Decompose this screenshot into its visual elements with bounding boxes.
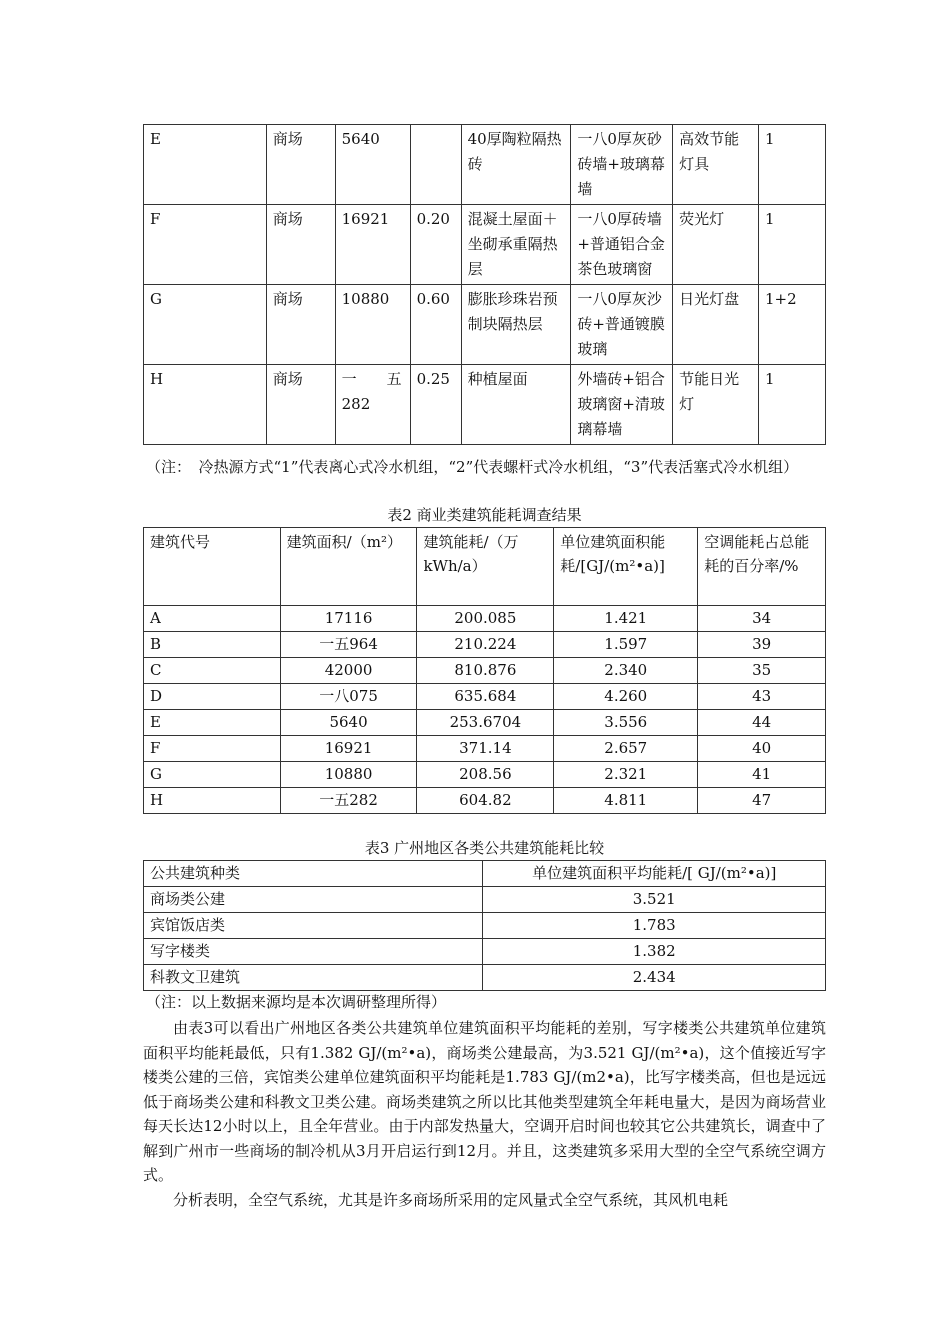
table-cell: 5640	[280, 710, 417, 736]
cell-roof: 40厚陶粒隔热砖	[461, 125, 571, 205]
table-cell: 371.14	[417, 736, 554, 762]
cell-source: 1	[759, 365, 826, 445]
table-cell: 1.597	[554, 632, 698, 658]
cell-code: F	[144, 205, 267, 285]
table-row	[144, 606, 826, 632]
table-cell: D	[144, 684, 281, 710]
table-cell: 16921	[280, 736, 417, 762]
column-header: 建筑面积/（m²）	[280, 528, 417, 606]
table-cell: 3.556	[554, 710, 698, 736]
table-cell: H	[144, 788, 281, 814]
table-row	[144, 965, 826, 991]
cell-code: H	[144, 365, 267, 445]
cell-coef	[410, 125, 461, 205]
table-cell: 253.6704	[417, 710, 554, 736]
table-cell: B	[144, 632, 281, 658]
table-row	[144, 887, 826, 913]
table-cell: 4.260	[554, 684, 698, 710]
table-cell: 42000	[280, 658, 417, 684]
column-header: 建筑能耗/（万kWh/a）	[417, 528, 554, 606]
table-cell: 635.684	[417, 684, 554, 710]
table-cell: 43	[698, 684, 826, 710]
cell-area: 5640	[335, 125, 410, 205]
table2-body	[144, 528, 826, 814]
table-cell: 44	[698, 710, 826, 736]
energy-survey-table	[143, 527, 826, 814]
table1-note: （注： 冷热源方式“1”代表离心式冷水机组，“2”代表螺杆式冷水机组，“3”代表活塞式冷水机组）	[146, 458, 799, 476]
column-header: 单位建筑面积平均能耗/[ GJ/(m²•a)]	[483, 861, 826, 887]
table-cell: 17116	[280, 606, 417, 632]
cell-wall: 一八0厚砖墙+普通铝合金茶色玻璃窗	[571, 205, 673, 285]
table-row	[144, 285, 826, 365]
table-row	[144, 684, 826, 710]
table-row	[144, 762, 826, 788]
cell-area: 一 五282	[335, 365, 410, 445]
cell-source: 1	[759, 205, 826, 285]
cell-lighting: 高效节能灯具	[673, 125, 759, 205]
table-cell: 10880	[280, 762, 417, 788]
cell-coef: 0.20	[410, 205, 461, 285]
table-cell: 1.783	[483, 913, 826, 939]
table-cell: 宾馆饭店类	[144, 913, 483, 939]
table-row	[144, 736, 826, 762]
cell-code: G	[144, 285, 267, 365]
table3-body	[144, 861, 826, 991]
cell-lighting: 节能日光灯	[673, 365, 759, 445]
column-header: 单位建筑面积能耗/[GJ/(m²•a)]	[554, 528, 698, 606]
table-cell: 商场类公建	[144, 887, 483, 913]
table-cell: 2.657	[554, 736, 698, 762]
table-row	[144, 632, 826, 658]
table-cell: 一八075	[280, 684, 417, 710]
table-cell: 41	[698, 762, 826, 788]
table-header-row	[144, 861, 826, 887]
column-header: 空调能耗占总能耗的百分率/%	[698, 528, 826, 606]
table-cell: 810.876	[417, 658, 554, 684]
table-row	[144, 205, 826, 285]
table-cell: E	[144, 710, 281, 736]
table2-caption: 表2 商业类建筑能耗调查结果	[387, 506, 582, 524]
column-header: 公共建筑种类	[144, 861, 483, 887]
table-cell: 科教文卫建筑	[144, 965, 483, 991]
cell-roof: 膨胀珍珠岩预制块隔热层	[461, 285, 571, 365]
table-row	[144, 913, 826, 939]
table-cell: 210.224	[417, 632, 554, 658]
cell-wall: 一八0厚灰砂砖墙+玻璃幕墙	[571, 125, 673, 205]
cell-lighting: 日光灯盘	[673, 285, 759, 365]
table-cell: 2.340	[554, 658, 698, 684]
table-row	[144, 658, 826, 684]
building-survey-table	[143, 124, 826, 445]
cell-lighting: 荧光灯	[673, 205, 759, 285]
cell-roof: 种植屋面	[461, 365, 571, 445]
table-row	[144, 788, 826, 814]
body-paragraph-2: 分析表明，全空气系统，尤其是许多商场所采用的定风量式全空气系统，其风机电耗	[173, 1191, 729, 1209]
table-cell: 34	[698, 606, 826, 632]
table-cell: 35	[698, 658, 826, 684]
table-cell: 40	[698, 736, 826, 762]
table-cell: 1.421	[554, 606, 698, 632]
table-cell: 4.811	[554, 788, 698, 814]
table-cell: 写字楼类	[144, 939, 483, 965]
column-header: 建筑代号	[144, 528, 281, 606]
cell-type: 商场	[266, 125, 335, 205]
table-cell: F	[144, 736, 281, 762]
table3-caption: 表3 广州地区各类公共建筑能耗比较	[364, 839, 605, 857]
cell-coef: 0.60	[410, 285, 461, 365]
table-cell: 604.82	[417, 788, 554, 814]
table-cell: C	[144, 658, 281, 684]
cell-area: 10880	[335, 285, 410, 365]
cell-area: 16921	[335, 205, 410, 285]
table-cell: 3.521	[483, 887, 826, 913]
cell-wall: 外墙砖+铝合玻璃窗+清玻璃幕墙	[571, 365, 673, 445]
table-cell: 47	[698, 788, 826, 814]
table-cell: G	[144, 762, 281, 788]
table-cell: 2.434	[483, 965, 826, 991]
table-row	[144, 939, 826, 965]
table-row	[144, 710, 826, 736]
table-cell: 39	[698, 632, 826, 658]
cell-type: 商场	[266, 205, 335, 285]
table-header-row	[144, 528, 826, 606]
table-cell: 1.382	[483, 939, 826, 965]
table-cell: 一五964	[280, 632, 417, 658]
cell-coef: 0.25	[410, 365, 461, 445]
public-building-comparison-table	[143, 860, 826, 991]
table-cell: A	[144, 606, 281, 632]
table-cell: 200.085	[417, 606, 554, 632]
cell-type: 商场	[266, 285, 335, 365]
cell-wall: 一八0厚灰沙砖+普通镀膜玻璃	[571, 285, 673, 365]
body-paragraph-1: 由表3可以看出广州地区各类公共建筑单位建筑面积平均能耗的差别，写字楼类公共建筑单位建筑面积平均能耗最低，只有1.382 GJ/(m²•a)，商场类公建最高，为3.521 GJ/(m²•a)，这个值接近写字楼类公建的三倍，宾馆类公建单位建筑面积平均能耗是1.783 GJ/(m2•a)，比写字楼类高，但也是远远低于商场类公建和科教文卫类公建。商场类建筑之所以比其他类型建筑全年耗电量大，是因为商场营业每天长达12小时以上，且全年营业。由于内部发热量大，空调开启时间也较其它公共建筑长，调查中了解到广州市一些商场的制冷机从3月开启运行到12月。并且，这类建筑多采用大型的全空气系统空调方式。	[143, 1019, 826, 1184]
table-cell: 2.321	[554, 762, 698, 788]
table3-note: （注：以上数据来源均是本次调研整理所得）	[146, 993, 447, 1011]
table-row	[144, 125, 826, 205]
table-cell: 一五282	[280, 788, 417, 814]
cell-code: E	[144, 125, 267, 205]
cell-type: 商场	[266, 365, 335, 445]
table-cell: 208.56	[417, 762, 554, 788]
cell-source: 1+2	[759, 285, 826, 365]
cell-source: 1	[759, 125, 826, 205]
cell-roof: 混凝土屋面＋坐砌承重隔热层	[461, 205, 571, 285]
table-row	[144, 365, 826, 445]
table1-body	[144, 125, 826, 445]
